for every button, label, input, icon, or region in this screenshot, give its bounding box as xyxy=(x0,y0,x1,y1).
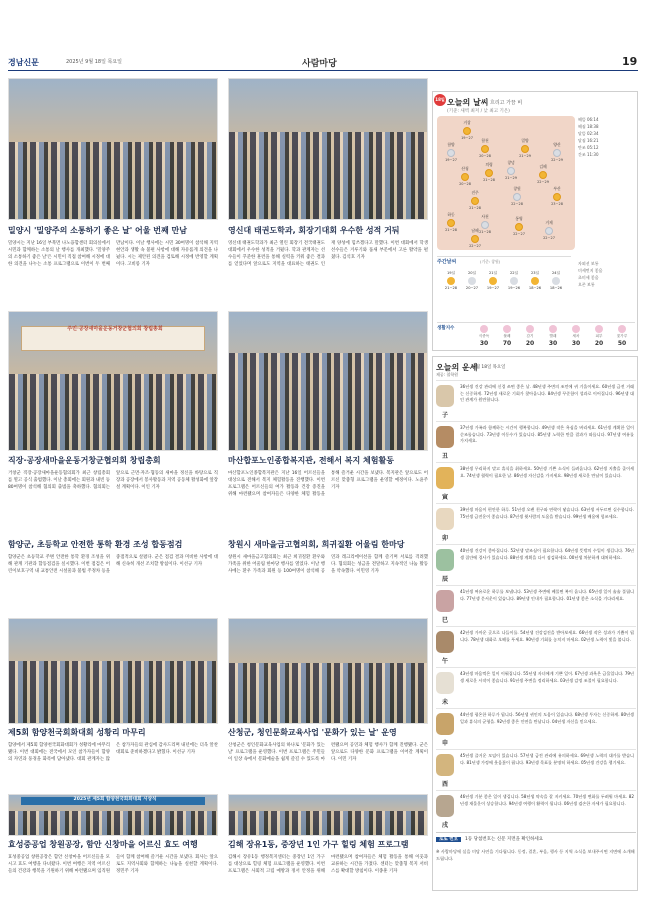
index-icon xyxy=(503,325,511,333)
city-temp: 21~28 xyxy=(469,206,481,210)
city-name: 거창 xyxy=(463,120,471,125)
fortune-text: 38년생 무리하지 말고 휴식을 취하세요. 50년생 기쁜 소식이 들려옵니다. 62년생 지출을 줄이세요. 74년생 협력이 필요한 날. 86년생 자신감을 가지세요. 98년생 새로운 만남이 있습니다. xyxy=(460,466,634,478)
article-text: 함양군은 초등학교 주변 안전한 통학 환경 조성을 위해 관계 기관과 합동점검을 실시했다. 이번 점검은 어린이보호구역 내 교통안전 시설물과 불법 주정차 등을 중점적으로 살폈다. 군은 점검 결과 미비한 사항에 대해 신속히 개선 조치할 방침이다. xyxy=(8,555,218,574)
index-value: 50 xyxy=(617,340,627,347)
city-temp: 21~28 xyxy=(479,230,491,234)
weather-summary: 흐리고 가끔 비 xyxy=(490,100,523,106)
article-text: 김해시 장유1동 행정복지센터는 중장년 1인 가구를 대상으로 힐링 체험 프로그램을 운영했다. 이번 프로그램은 사회적 고립 예방과 정서 안정을 위해 마련됐으며 참여자들은 체험 활동을 통해 이웃과 교류하는 시간을 가졌다. 센터는 맞춤형 복지 서비스를 확대할 방침이다. xyxy=(228,855,428,874)
zodiac-sign: 卯 xyxy=(441,535,448,542)
city-temp: 22~27 xyxy=(543,236,555,240)
life-index-item xyxy=(496,325,518,347)
fortune-row xyxy=(436,380,636,421)
fortune-date: 9월 18일 목요일 xyxy=(473,365,506,370)
weather-icon xyxy=(447,219,455,227)
article-byline: 이민 기자 xyxy=(338,757,357,762)
article-photo-3 xyxy=(8,311,218,451)
city-name: 합천 xyxy=(481,138,489,143)
weather-city xyxy=(467,228,483,252)
article-text: 마산합포노인종합복지관은 지난 16일 어르신들을 대상으로 전해서 복지 체험활동을 진행했다. 이번 프로그램은 어르신들의 여가 활동과 건강 증진을 위해 마련됐으며 참여자들은 다양한 체험 활동을 통해 즐거운 시간을 보냈다. 복지관은 앞으로도 어르신 맞춤형 프로그램을 운영할 예정이다. xyxy=(228,471,428,497)
article-headline: 마산합포노인종합복지관, 전해서 복지 체험활동 xyxy=(228,456,394,465)
zodiac-animal-icon xyxy=(436,549,454,571)
header-rule xyxy=(8,70,638,71)
index-name: 불쾌 xyxy=(503,334,511,338)
zodiac-animal-icon xyxy=(436,426,454,448)
fortune-row xyxy=(436,667,636,708)
fortune-source: 제공: 철학원 xyxy=(436,372,458,377)
zodiac-sign: 子 xyxy=(441,412,448,419)
tide-line: 간조 11:30 xyxy=(578,152,599,157)
article-byline: 이선규 기자 xyxy=(179,562,203,567)
fortune-row xyxy=(436,708,636,749)
weather-icon xyxy=(553,193,561,201)
article-byline: 고비룡 기자 xyxy=(127,262,150,267)
tide-line: 달짐 16:21 xyxy=(578,138,599,143)
weekly-day xyxy=(527,271,543,290)
zodiac-animal-icon xyxy=(436,508,454,530)
weather-city xyxy=(511,216,527,240)
article-byline: 김석호 기자 xyxy=(342,255,365,260)
photo-banner-text: 2025년 제5회 함양천국회화대회 시상식 xyxy=(73,797,157,802)
city-temp: 19~27 xyxy=(461,136,473,140)
fortune-text: 36년생 건강 관리에 신경 쓰면 좋은 날. 48년생 주변의 조언에 귀 기울이세요. 60년생 금전 거래는 신중하게. 72년생 새로운 기회가 찾아옵니다. 84년생 꾸준함이 성과로 이어집니다. 96년생 대인 관계가 원만합니다. xyxy=(460,384,634,403)
fortune-row xyxy=(436,626,636,667)
article-photo-5 xyxy=(8,618,218,724)
city-name: 함양 xyxy=(447,142,455,147)
index-icon xyxy=(618,325,626,333)
weather-icon xyxy=(531,277,539,285)
article-body xyxy=(228,554,428,614)
zodiac-sign: 酉 xyxy=(441,781,448,788)
weekly-day-label: 22일 xyxy=(509,271,519,275)
zodiac-animal-icon xyxy=(436,795,454,817)
weather-city xyxy=(549,142,565,166)
article-photo-6 xyxy=(228,618,428,724)
fortune-text: 46년생 기분 좋은 일이 생깁니다. 58년생 약속을 잘 지키세요. 70년생 변화를 두려워 마세요. 82년생 재물운이 상승합니다. 94년생 여행이 활력이 됩니다. 06년생 겸손한 자세가 필요합니다. xyxy=(460,794,634,806)
zodiac-animal-icon xyxy=(436,631,454,653)
weather-icon xyxy=(553,149,561,157)
weather-city xyxy=(535,164,551,188)
index-value: 70 xyxy=(502,340,512,347)
weather-city xyxy=(443,142,459,166)
article-body xyxy=(8,554,218,614)
fortune-row xyxy=(436,790,636,831)
article-photo-1 xyxy=(8,78,218,220)
fortune-text: 42년생 가까운 곳으로 나들이를. 54년생 건강검진을 받아보세요. 66년생 작은 성과가 기쁨이 됩니다. 78년생 대화로 오해를 푸세요. 90년생 기회를 놓치지 마세요. 02년생 노력이 빛을 봅니다. xyxy=(460,630,634,642)
weather-icon xyxy=(461,173,469,181)
fortune-row xyxy=(436,749,636,790)
weekly-day xyxy=(506,271,522,290)
weekly-temp: 18~26 xyxy=(549,286,563,290)
city-temp: 21~29 xyxy=(519,154,531,158)
zodiac-sign: 午 xyxy=(441,658,448,665)
submission-note: ※ 사람마당에 실을 미담 사연을 기다립니다. 동정, 결혼, 부음, 행사 등 지역 소식을 보내주시면 지면에 소개해 드립니다. xyxy=(436,849,635,861)
city-name: 거제 xyxy=(545,220,553,225)
article-text: 효성중공업 창원공장은 함안 신창마을 어르신들을 모시고 효도 여행을 다녀왔다. 이번 여행은 지역 어르신들의 건강과 행복을 기원하기 위해 마련됐으며 임직원들이 함께 참여해 즐거운 시간을 보냈다. 회사는 앞으로도 지역사회와 함께하는 나눔을 실천할 계획이다. xyxy=(8,855,218,874)
zodiac-sign: 未 xyxy=(441,699,448,706)
article-headline: 창원시 새마을금고협의회, 희귀질환 어울림 한마당 xyxy=(228,540,405,549)
city-name: 창원 xyxy=(513,186,521,191)
lotto-text: 1등 당첨번호는 신문 지면을 확인하세요 xyxy=(464,837,544,842)
tide-info xyxy=(578,116,634,248)
weekly-day-label: 19일 xyxy=(446,271,456,275)
article-byline: 정민주 기자 xyxy=(116,869,139,874)
article-headline: 밀양시 '밀양주의 소통하기 좋은 날' 어울 번째 만남 xyxy=(8,226,187,235)
weather-city xyxy=(503,160,519,184)
fortune-text: 39년생 마음이 편안한 하루. 51년생 오랜 친구와 연락이 닿습니다. 63년생 서두르면 실수합니다. 75년생 금전운이 좋습니다. 87년생 윗사람의 도움을 받습니다. 99년생 배움에 힘쓰세요. xyxy=(460,507,634,519)
weather-icon xyxy=(545,227,553,235)
city-name: 양산 xyxy=(553,142,561,147)
article-photo-4 xyxy=(228,311,428,451)
weather-title: 오늘의 날씨 xyxy=(447,98,489,107)
section-title: 사람마당 xyxy=(302,59,337,69)
article-headline: 함양군, 초등학교 안전한 통학 환경 조성 합동점검 xyxy=(8,540,183,549)
city-name: 진주 xyxy=(471,190,479,195)
index-name: 피부 xyxy=(595,334,603,338)
index-name: 꽃가루 xyxy=(616,334,628,338)
zodiac-animal-icon xyxy=(436,672,454,694)
weather-icon xyxy=(468,277,476,285)
index-name: 감기 xyxy=(526,334,534,338)
weekly-temp: 18~26 xyxy=(528,286,542,290)
tide-line: 달뜸 02:34 xyxy=(578,131,599,136)
article-body xyxy=(228,470,428,522)
weekly-day xyxy=(548,271,564,290)
city-temp: 23~28 xyxy=(551,202,563,206)
weather-date-badge: 18일 xyxy=(434,94,446,106)
index-name: 식중독 xyxy=(478,334,490,338)
zodiac-animal-icon xyxy=(436,713,454,735)
weather-note: (기준: 새벽 최저 / 낮 최고 기온) xyxy=(447,109,510,114)
weekly-temp: 19~27 xyxy=(486,286,500,290)
fortune-text: 45년생 즐거운 모임이 있습니다. 57년생 금전 관리에 유의하세요. 69년생 노력의 대가를 받습니다. 81년생 가정에 웃음꽃이 핍니다. 93년생 목표를 분명히 하세요. 05년생 건강을 챙기세요. xyxy=(460,753,634,765)
fortune-row xyxy=(436,544,636,585)
article-byline: 이인 기자 xyxy=(141,485,160,490)
life-index-item xyxy=(565,325,587,347)
weather-icon xyxy=(513,193,521,201)
index-icon xyxy=(480,325,488,333)
zodiac-animal-icon xyxy=(436,385,454,407)
city-name: 김해 xyxy=(539,164,547,169)
article-body xyxy=(8,742,218,796)
index-icon xyxy=(526,325,534,333)
photo-banner-text: 주민·공장새마을운동거창군협의회 창립총회 xyxy=(67,326,163,332)
city-name: 밀양 xyxy=(521,138,529,143)
index-value: 20 xyxy=(594,340,604,347)
index-name: 세차 xyxy=(572,334,580,338)
life-index-item xyxy=(519,325,541,347)
weather-map xyxy=(437,116,575,250)
index-icon xyxy=(572,325,580,333)
weekly-day-label: 20일 xyxy=(467,271,477,275)
zodiac-sign: 戌 xyxy=(441,822,448,829)
weather-icon xyxy=(552,277,560,285)
life-index-item xyxy=(473,325,495,347)
weekly-day xyxy=(443,271,459,290)
air-line: 오존 보통 xyxy=(578,282,595,287)
life-index xyxy=(437,322,635,348)
weather-city xyxy=(509,186,525,210)
city-name: 산청 xyxy=(461,166,469,171)
article-headline: 제5회 함양천국회화대회 성황리 마무리 xyxy=(8,728,146,737)
article-body xyxy=(8,240,218,306)
city-name: 남해 xyxy=(471,228,479,233)
weather-city xyxy=(459,120,475,144)
city-temp: 22~29 xyxy=(551,158,563,162)
index-value: 20 xyxy=(525,340,535,347)
fortune-text: 40년생 건강이 좋아집니다. 52년생 말조심이 필요합니다. 64년생 뜻밖의 수입이 생깁니다. 76년생 집안에 경사가 있습니다. 88년생 계획을 다시 점검하세요. 00년생 차분하게 대처하세요. xyxy=(460,548,634,560)
index-icon xyxy=(549,325,557,333)
city-name: 부산 xyxy=(553,186,561,191)
weather-city xyxy=(443,212,459,236)
fortune-text: 41년생 여유로운 하루를 보냅니다. 53년생 주변에 베풀면 복이 옵니다. 65년생 일이 술술 풀립니다. 77년생 문서운이 있습니다. 89년생 인내가 필요합니다. 01년생 좋은 소식을 기다리세요. xyxy=(460,589,634,601)
air-line: 자외선 보통 xyxy=(578,261,599,266)
weather-icon xyxy=(447,277,455,285)
article-body xyxy=(8,854,218,894)
weather-icon xyxy=(463,127,471,135)
page-number: 19 xyxy=(622,55,638,68)
air-line: 미세먼지 좋음 xyxy=(578,268,603,273)
air-line: 초미세 좋음 xyxy=(578,275,599,280)
weather-icon xyxy=(447,149,455,157)
article-headline: 산청군, 청인문화교육사업 '문화가 있는 날' 운영 xyxy=(228,728,397,737)
weekly-weather xyxy=(437,256,571,316)
tide-line: 해짐 18:38 xyxy=(578,124,599,129)
index-icon xyxy=(595,325,603,333)
weather-icon xyxy=(489,277,497,285)
article-text: 밀양시는 지난 16일 부북면 나노융합센터 회의실에서 시민과 함께하는 소통의 날 행사를 개최했다. '밀양주의 소통하기 좋은 날'은 시민이 직접 참여해 시정에 대한 의견을 나누는 소통 프로그램으로 이번이 두 번째 만남이다. 이날 행사에는 시민 30여명이 참석해 지역 현안과 생활 속 불편 사항에 대해 자유롭게 의견을 나눴다. 시는 제안된 의견을 검토해 시정에 반영할 계획이다. xyxy=(8,241,218,267)
weather-city xyxy=(467,190,483,214)
city-temp: 21~28 xyxy=(483,178,495,182)
life-index-item xyxy=(588,325,610,347)
zodiac-animal-icon xyxy=(436,467,454,489)
article-body xyxy=(228,854,428,894)
weather-icon xyxy=(521,145,529,153)
zodiac-animal-icon xyxy=(436,590,454,612)
fortune-row xyxy=(436,503,636,544)
article-photo-2 xyxy=(228,78,428,220)
air-quality xyxy=(578,260,634,316)
city-temp: 22~27 xyxy=(469,244,481,248)
city-name: 통영 xyxy=(515,216,523,221)
index-value: 30 xyxy=(548,340,558,347)
city-temp: 21~28 xyxy=(445,228,457,232)
city-temp: 22~27 xyxy=(513,232,525,236)
fortune-text: 37년생 가족과 함께하는 시간이 행복합니다. 49년생 작은 욕심을 버리세요. 61년생 계획한 일이 순조롭습니다. 73년생 이동수가 있습니다. 85년생 노력한 만큼 결과가 따릅니다. 97년생 여유를 가지세요. xyxy=(460,425,634,444)
article-headline: 영신대 태권도학과, 회장기대회 우수한 성적 거둬 xyxy=(228,226,400,235)
weather-icon xyxy=(481,145,489,153)
weekly-day-label: 23일 xyxy=(530,271,540,275)
article-text: 창원시 새마을금고협의회는 최근 희귀질환 환우와 가족을 위한 어울림 한마당 행사를 열었다. 이날 행사에는 환우 가족과 회원 등 100여명이 참석해 공연과 레크리에이션을 함께 즐기며 서로를 격려했다. 협의회는 성금을 전달하고 지속적인 나눔 활동을 약속했다. xyxy=(228,555,428,574)
weather-city xyxy=(541,220,557,244)
fortune-text: 43년생 마음먹은 일이 이뤄집니다. 55년생 자녀에게 기쁜 일이. 67년생 과욕은 금물입니다. 79년생 새로운 시작이 좋습니다. 91년생 주변을 정리하세요. 03년생 감정 조절이 필요합니다. xyxy=(460,671,634,683)
weather-icon xyxy=(539,171,547,179)
article-text: 산청군은 청인문화교육사업의 하나로 '문화가 있는 날' 프로그램을 운영했다. 이번 프로그램은 주민들이 일상 속에서 문화예술을 쉽게 즐길 수 있도록 마련됐으며 공연과 체험 행사가 함께 진행됐다. 군은 앞으로도 다양한 문화 프로그램을 이어갈 계획이다. xyxy=(228,743,428,762)
city-temp: 20~28 xyxy=(459,182,471,186)
tide-line: 해뜸 06:14 xyxy=(578,117,599,122)
zodiac-animal-icon xyxy=(436,754,454,776)
city-name: 사천 xyxy=(481,214,489,219)
fortune-title: 오늘의 운세 xyxy=(436,363,478,372)
article-body xyxy=(228,742,428,796)
article-byline: 이선규 기자 xyxy=(172,750,196,755)
fortune-row xyxy=(436,462,636,503)
weather-icon xyxy=(471,235,479,243)
weather-icon xyxy=(507,167,515,175)
article-byline: 이민영 기자 xyxy=(356,569,380,574)
newspaper-logo: 경남신문 xyxy=(8,58,39,67)
weather-icon xyxy=(515,223,523,231)
index-name: 빨래 xyxy=(549,334,557,338)
fortune-row xyxy=(436,585,636,626)
article-text: 함양에서 제5회 함양천국회화대회가 성황리에 마무리됐다. 이번 대회에는 전국에서 모인 참가자들이 함양의 자연과 풍경을 화폭에 담아냈다. 대회 관계자는 많은 참가자들의 관심에 감사드리며 내년에는 더욱 알찬 대회로 준비하겠다고 밝혔다. xyxy=(8,743,218,762)
weekly-day xyxy=(464,271,480,290)
article-headline: 효성중공업 창원공장, 함안 신창마을 어르신 효도 여행 xyxy=(8,840,198,849)
city-temp: 19~27 xyxy=(445,158,457,162)
weekly-temp: 20~27 xyxy=(465,286,479,290)
weekly-day-label: 21일 xyxy=(488,271,498,275)
weather-city xyxy=(549,186,565,210)
article-headline: 김해 장유1동, 중장년 1인 가구 힐링 체험 프로그램 xyxy=(228,840,409,849)
city-temp: 21~29 xyxy=(505,176,517,180)
weather-city xyxy=(481,162,497,186)
zodiac-sign: 辰 xyxy=(441,576,448,583)
article-text: 거창군 직장·공장새마을운동협의회가 최근 창립총회를 열고 공식 출범했다. 이날 총회에는 회원과 내빈 등 80여명이 참석해 협의회 출범을 축하했다. 협의회는 앞으로 근면·자조·협동의 새마을 정신을 바탕으로 직장과 공장에서 봉사활동과 지역 공동체 활성화에 앞장설 계획이다. xyxy=(8,471,218,490)
article-byline: 노윤주 기자 xyxy=(331,478,428,490)
life-index-item xyxy=(542,325,564,347)
city-name: 의령 xyxy=(485,162,493,167)
index-value: 30 xyxy=(479,340,489,347)
weather-icon xyxy=(471,197,479,205)
tide-line: 만조 05:12 xyxy=(578,145,599,150)
weather-city xyxy=(517,138,533,162)
issue-date: 2025년 9월 18일 목요일 xyxy=(66,59,123,65)
zodiac-sign: 申 xyxy=(441,740,448,747)
lotto-label: 로또 번호 xyxy=(436,837,461,842)
fortune-text: 44년생 평온한 하루가 됩니다. 56년생 귀인의 도움이 있습니다. 68년생 투자는 신중하게. 80년생 일과 휴식의 균형을. 92년생 좋은 인연을 만납니다. 04년생 자신을 믿으세요. xyxy=(460,712,634,724)
life-index-title: 생활지수 xyxy=(437,326,455,331)
weekly-temp: 21~28 xyxy=(444,286,458,290)
weekly-day xyxy=(485,271,501,290)
zodiac-sign: 巳 xyxy=(441,617,448,624)
weekly-subtitle: (기준: 창원) xyxy=(480,259,501,264)
lotto-row xyxy=(436,832,636,844)
article-byline: 이종훈 기자 xyxy=(374,869,398,874)
city-name: 창녕 xyxy=(507,160,515,165)
weather-icon xyxy=(510,277,518,285)
city-temp: 22~29 xyxy=(537,180,549,184)
city-temp: 20~28 xyxy=(479,154,491,158)
article-body xyxy=(8,470,218,522)
weather-city xyxy=(477,138,493,162)
weather-city xyxy=(457,166,473,190)
city-temp: 22~28 xyxy=(511,202,523,206)
weekly-title: 주간날씨 xyxy=(437,259,457,265)
zodiac-sign: 丑 xyxy=(441,453,448,460)
index-value: 30 xyxy=(571,340,581,347)
weather-icon xyxy=(485,169,493,177)
fortune-row xyxy=(436,421,636,462)
weekly-temp: 19~26 xyxy=(507,286,521,290)
article-photo-10 xyxy=(228,794,428,836)
zodiac-sign: 寅 xyxy=(441,494,448,501)
article-body xyxy=(228,240,428,306)
weekly-day-label: 24일 xyxy=(551,271,561,275)
article-headline: 직장·공장새마을운동거창군협의회 창립총회 xyxy=(8,456,161,465)
life-index-item xyxy=(611,325,633,347)
city-name: 하동 xyxy=(447,212,455,217)
article-text: 영신대 태권도학과가 최근 열린 회장기 전국태권도대회에서 우수한 성적을 거뒀다. 학과 관계자는 선수들이 꾸준한 훈련을 통해 실력을 키워 좋은 결과를 얻었다며 앞으로도 지역을 대표하는 태권도 인재 양성에 힘쓰겠다고 말했다. 이번 대회에서 학생 선수들은 겨루기와 품새 부문에서 고른 활약을 펼쳤다. xyxy=(228,241,428,267)
